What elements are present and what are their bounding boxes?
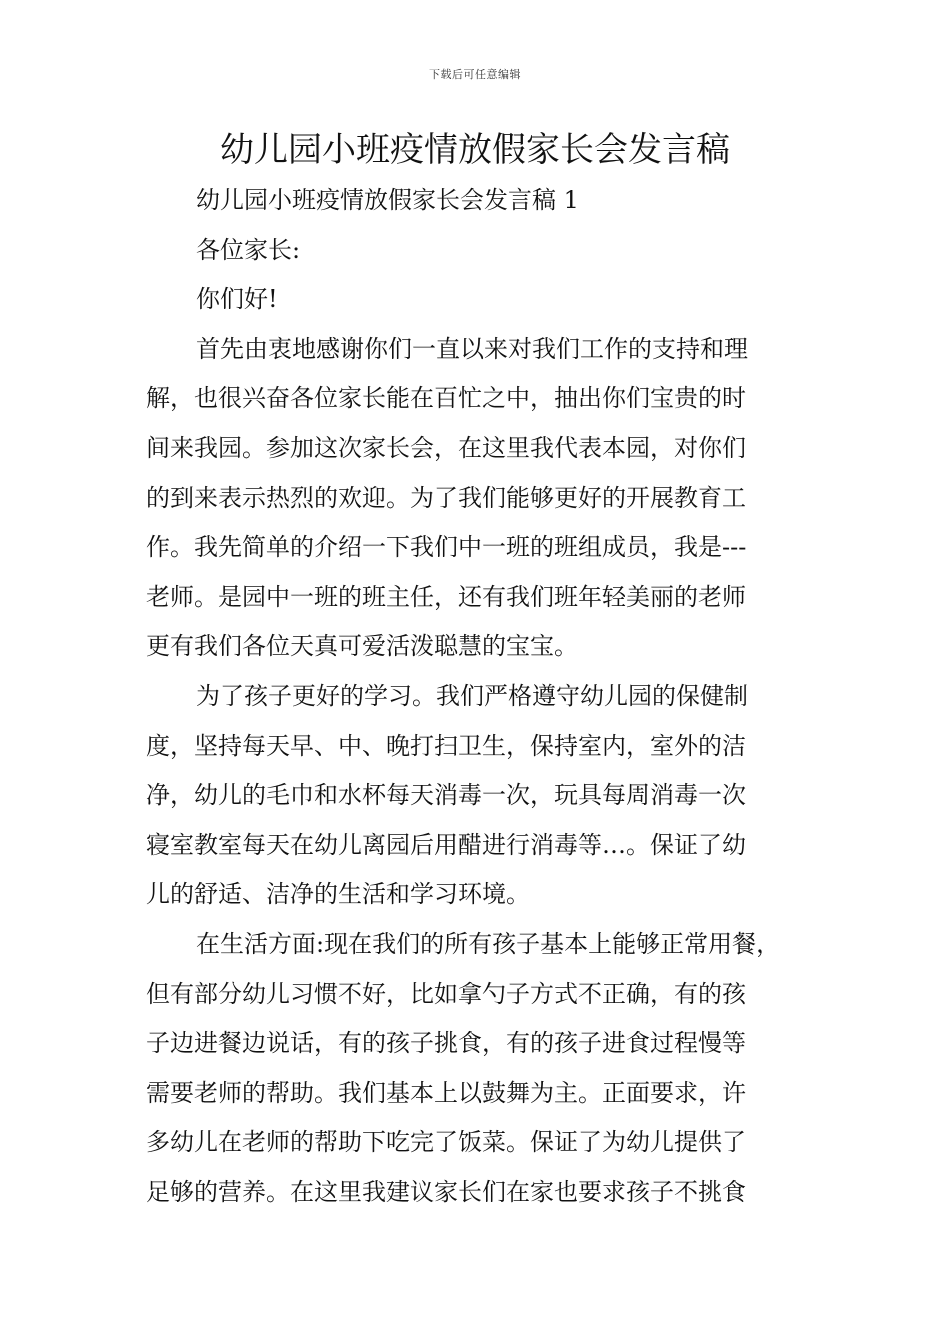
paragraph-line: 作。我先简单的介绍一下我们中一班的班组成员，我是--- xyxy=(146,533,747,562)
paragraph-line: 老师。是园中一班的班主任，还有我们班年轻美丽的老师 xyxy=(146,582,746,611)
paragraph-line: 需要老师的帮助。我们基本上以鼓舞为主。正面要求，许 xyxy=(146,1078,746,1107)
paragraph-line: 儿的舒适、洁净的生活和学习环境。 xyxy=(146,880,530,909)
paragraph-line: 首先由衷地感谢你们一直以来对我们工作的支持和理 xyxy=(196,334,748,363)
paragraph-line: 在生活方面:现在我们的所有孩子基本上能够正常用餐， xyxy=(196,929,781,958)
paragraph-line: 解，也很兴奋各位家长能在百忙之中，抽出你们宝贵的时 xyxy=(146,384,746,413)
document-title: 幼儿园小班疫情放假家长会发言稿 xyxy=(220,130,730,170)
paragraph-line: 度，坚持每天早、中、晚打扫卫生，保持室内，室外的洁 xyxy=(146,731,746,760)
paragraph-line: 多幼儿在老师的帮助下吃完了饭菜。保证了为幼儿提供了 xyxy=(146,1128,746,1157)
salutation: 你们好! xyxy=(196,285,278,314)
paragraph-line: 净，幼儿的毛巾和水杯每天消毒一次，玩具每周消毒一次 xyxy=(146,781,746,810)
paragraph-line: 为了孩子更好的学习。我们严格遵守幼儿园的保健制 xyxy=(196,681,748,710)
paragraph-line: 子边进餐边说话，有的孩子挑食，有的孩子进食过程慢等 xyxy=(146,1029,746,1058)
paragraph-line: 但有部分幼儿习惯不好，比如拿勺子方式不正确，有的孩 xyxy=(146,979,746,1008)
greeting: 各位家长: xyxy=(196,235,301,264)
paragraph-line: 的到来表示热烈的欢迎。为了我们能够更好的开展教育工 xyxy=(146,483,746,512)
paragraph-daily-life xyxy=(146,920,816,1218)
paragraph-line: 寝室教室每天在幼儿离园后用醋进行消毒等…。保证了幼 xyxy=(146,830,746,859)
header-note: 下载后可任意编辑 xyxy=(429,68,521,81)
document-subtitle: 幼儿园小班疫情放假家长会发言稿 1 xyxy=(196,186,579,214)
paragraph-line: 间来我园。参加这次家长会，在这里我代表本园，对你们 xyxy=(146,433,746,462)
document-body xyxy=(146,176,816,1217)
paragraph-line: 更有我们各位天真可爱活泼聪慧的宝宝。 xyxy=(146,632,578,661)
paragraph-hygiene xyxy=(146,672,816,920)
paragraph-line: 足够的营养。在这里我建议家长们在家也要求孩子不挑食 xyxy=(146,1177,746,1206)
paragraph-gratitude xyxy=(146,325,816,672)
